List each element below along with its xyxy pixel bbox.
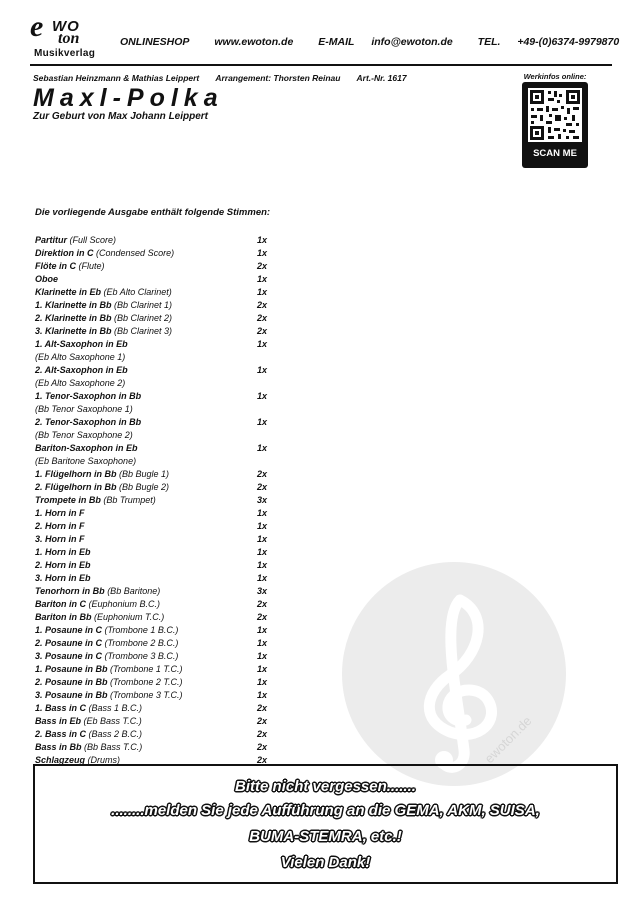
part-name: 1. Bass in C [35, 703, 87, 713]
notice-line-2: ........melden Sie jede Aufführung an die GEMA, AKM, SUISA, [111, 802, 540, 819]
part-name: Tenorhorn in Bb [35, 586, 105, 596]
part-row [35, 325, 285, 338]
part-name: Partitur [35, 235, 68, 245]
part-description: (Euphonium T.C.) [94, 612, 165, 622]
part-quantity: 2x [257, 729, 268, 739]
part-quantity: 1x [257, 391, 268, 401]
qr-label: Werkinfos online: [523, 72, 587, 81]
part-name: Bariton-Saxophon in Eb [35, 443, 138, 453]
part-quantity: 1x [257, 664, 268, 674]
part-name: 3. Horn in Eb [35, 573, 91, 583]
arrangement: Arrangement: Thorsten Reinau [215, 73, 341, 83]
part-row [35, 598, 285, 611]
tel-number: +49-(0)6374-9979870 [517, 36, 620, 48]
part-description: (Bb Tenor Saxophone 1) [35, 404, 133, 414]
part-row [35, 364, 285, 390]
part-row [35, 585, 285, 598]
part-description: (Trombone 2 B.C.) [104, 638, 179, 648]
email-label: E-MAIL [318, 36, 355, 48]
part-description: (Eb Bass T.C.) [83, 716, 142, 726]
part-row [35, 507, 285, 520]
part-row [35, 247, 285, 260]
part-quantity: 2x [257, 261, 268, 271]
part-row [35, 390, 285, 416]
part-name: 1. Tenor-Saxophon in Bb [35, 391, 142, 401]
part-name: Flöte in C [35, 261, 76, 271]
part-name: Trompete in Bb [35, 495, 101, 505]
part-quantity: 2x [257, 742, 268, 752]
part-name: Bariton in C [35, 599, 86, 609]
part-row [35, 273, 285, 286]
part-quantity: 1x [257, 534, 268, 544]
part-description: (Eb Alto Clarinet) [103, 287, 172, 297]
part-row [35, 312, 285, 325]
part-row [35, 611, 285, 624]
part-row [35, 260, 285, 273]
scan-me-label: SCAN ME [533, 148, 577, 159]
part-quantity: 1x [257, 248, 268, 258]
part-description: (Bb Tenor Saxophone 2) [35, 430, 133, 440]
part-name: Bariton in Bb [35, 612, 92, 622]
part-quantity: 1x [257, 560, 268, 570]
part-row [35, 663, 285, 676]
website-link[interactable]: www.ewoton.de [214, 36, 294, 48]
part-name: Bass in Eb [35, 716, 82, 726]
part-quantity: 1x [257, 651, 268, 661]
part-description: (Bb Clarinet 1) [114, 300, 173, 310]
treble-clef-watermark-icon [340, 560, 568, 788]
logo-wo: WO [52, 18, 80, 35]
tel-label: TEL. [477, 36, 501, 48]
part-description: (Trombone 1 B.C.) [104, 625, 179, 635]
part-row [35, 520, 285, 533]
part-row [35, 715, 285, 728]
part-row [35, 234, 285, 247]
credit-line [33, 73, 421, 83]
part-name: 2. Posaune in C [35, 638, 103, 648]
part-name: 3. Posaune in C [35, 651, 103, 661]
performance-notice [33, 764, 618, 884]
part-quantity: 1x [257, 677, 268, 687]
part-quantity: 1x [257, 443, 268, 453]
part-row [35, 689, 285, 702]
part-row [35, 442, 285, 468]
part-description: (Eb Alto Saxophone 2) [35, 378, 126, 388]
notice-line-4: Vielen Dank! [280, 854, 371, 871]
part-name: Oboe [35, 274, 59, 284]
part-quantity: 1x [257, 417, 268, 427]
watermark-text: ewoton.de [481, 713, 535, 767]
part-quantity: 1x [257, 235, 268, 245]
part-quantity: 2x [257, 313, 268, 323]
part-row [35, 624, 285, 637]
part-quantity: 3x [257, 586, 268, 596]
part-description: (Trombone 3 T.C.) [110, 690, 183, 700]
part-description: (Bb Bugle 2) [119, 482, 170, 492]
part-description: (Trombone 3 B.C.) [104, 651, 179, 661]
part-description: (Bb Trumpet) [103, 495, 156, 505]
part-description: (Bass 2 B.C.) [88, 729, 143, 739]
part-name: 2. Bass in C [35, 729, 87, 739]
composers: Sebastian Heinzmann & Mathias Leippert [33, 73, 200, 83]
part-row [35, 481, 285, 494]
qr-code-icon [528, 88, 582, 142]
part-row [35, 702, 285, 715]
ewoton-logo [30, 10, 120, 62]
part-description: (Bb Bugle 1) [119, 469, 170, 479]
part-description: (Bb Clarinet 3) [114, 326, 173, 336]
part-name: 1. Flügelhorn in Bb [35, 469, 117, 479]
notice-line-1: Bitte nicht vergessen....... [235, 778, 416, 795]
part-quantity: 1x [257, 625, 268, 635]
part-row [35, 728, 285, 741]
part-name: 1. Horn in Eb [35, 547, 91, 557]
part-quantity: 2x [257, 612, 268, 622]
part-row [35, 650, 285, 663]
part-row [35, 741, 285, 754]
part-quantity: 2x [257, 755, 268, 765]
part-name: Schlagzeug [35, 755, 86, 765]
part-quantity: 1x [257, 287, 268, 297]
logo-letter-e: e [30, 10, 44, 43]
part-row [35, 676, 285, 689]
part-row [35, 338, 285, 364]
logo-ton: ton [58, 30, 80, 47]
part-quantity: 2x [257, 703, 268, 713]
qr-code[interactable] [522, 82, 588, 168]
page-subtitle: Zur Geburt von Max Johann Leippert [33, 111, 209, 122]
email-link[interactable]: info@ewoton.de [371, 36, 453, 48]
part-name: 3. Horn in F [35, 534, 85, 544]
part-name: 2. Tenor-Saxophon in Bb [35, 417, 142, 427]
part-name: 1. Posaune in Bb [35, 664, 108, 674]
part-name: 2. Klarinette in Bb [35, 313, 112, 323]
part-row [35, 533, 285, 546]
page-title: Maxl-Polka [33, 84, 224, 112]
part-name: 2. Posaune in Bb [35, 677, 108, 687]
part-row [35, 286, 285, 299]
header-divider [30, 64, 612, 66]
part-quantity: 2x [257, 716, 268, 726]
part-description: (Bass 1 B.C.) [88, 703, 143, 713]
part-quantity: 3x [257, 495, 268, 505]
part-description: (Bb Bass T.C.) [84, 742, 143, 752]
contact-line [120, 36, 633, 48]
part-name: 1. Horn in F [35, 508, 85, 518]
part-description: (Flute) [78, 261, 105, 271]
onlineshop-label: ONLINESHOP [120, 36, 190, 48]
part-quantity: 1x [257, 521, 268, 531]
part-name: Klarinette in Eb [35, 287, 102, 297]
parts-intro: Die vorliegende Ausgabe enthält folgende Stimmen: [35, 207, 271, 218]
part-name: 2. Horn in F [35, 521, 85, 531]
part-description: (Euphonium B.C.) [88, 599, 161, 609]
part-row [35, 572, 285, 585]
part-quantity: 1x [257, 573, 268, 583]
part-quantity: 2x [257, 300, 268, 310]
part-name: Direktion in C [35, 248, 94, 258]
part-quantity: 1x [257, 365, 268, 375]
part-row [35, 416, 285, 442]
logo-subtitle: Musikverlag [34, 48, 96, 59]
part-quantity: 1x [257, 274, 268, 284]
part-name: 1. Alt-Saxophon in Eb [35, 339, 128, 349]
part-name: 2. Alt-Saxophon in Eb [35, 365, 128, 375]
part-row [35, 468, 285, 481]
part-name: Bass in Bb [35, 742, 82, 752]
part-description: (Full Score) [69, 235, 117, 245]
part-row [35, 546, 285, 559]
part-name: 3. Posaune in Bb [35, 690, 108, 700]
part-quantity: 2x [257, 482, 268, 492]
part-quantity: 1x [257, 339, 268, 349]
part-description: (Drums) [87, 755, 121, 765]
part-name: 3. Klarinette in Bb [35, 326, 112, 336]
part-quantity: 2x [257, 469, 268, 479]
parts-list [35, 234, 285, 767]
article-number: Art.-Nr. 1617 [356, 73, 407, 83]
part-description: (Bb Baritone) [107, 586, 161, 596]
part-quantity: 1x [257, 638, 268, 648]
part-name: 2. Horn in Eb [35, 560, 91, 570]
part-name: 1. Posaune in C [35, 625, 103, 635]
part-description: (Trombone 1 T.C.) [110, 664, 183, 674]
part-row [35, 494, 285, 507]
part-description: (Eb Alto Saxophone 1) [35, 352, 126, 362]
part-description: (Condensed Score) [96, 248, 175, 258]
part-quantity: 1x [257, 690, 268, 700]
part-row [35, 299, 285, 312]
part-name: 2. Flügelhorn in Bb [35, 482, 117, 492]
part-description: (Eb Baritone Saxophone) [35, 456, 137, 466]
part-description: (Trombone 2 T.C.) [110, 677, 183, 687]
notice-line-3: BUMA-STEMRA, etc.! [249, 828, 402, 845]
part-quantity: 1x [257, 508, 268, 518]
part-row [35, 559, 285, 572]
part-quantity: 1x [257, 547, 268, 557]
part-name: 1. Klarinette in Bb [35, 300, 112, 310]
part-quantity: 2x [257, 326, 268, 336]
part-quantity: 2x [257, 599, 268, 609]
part-description: (Bb Clarinet 2) [114, 313, 173, 323]
part-row [35, 637, 285, 650]
